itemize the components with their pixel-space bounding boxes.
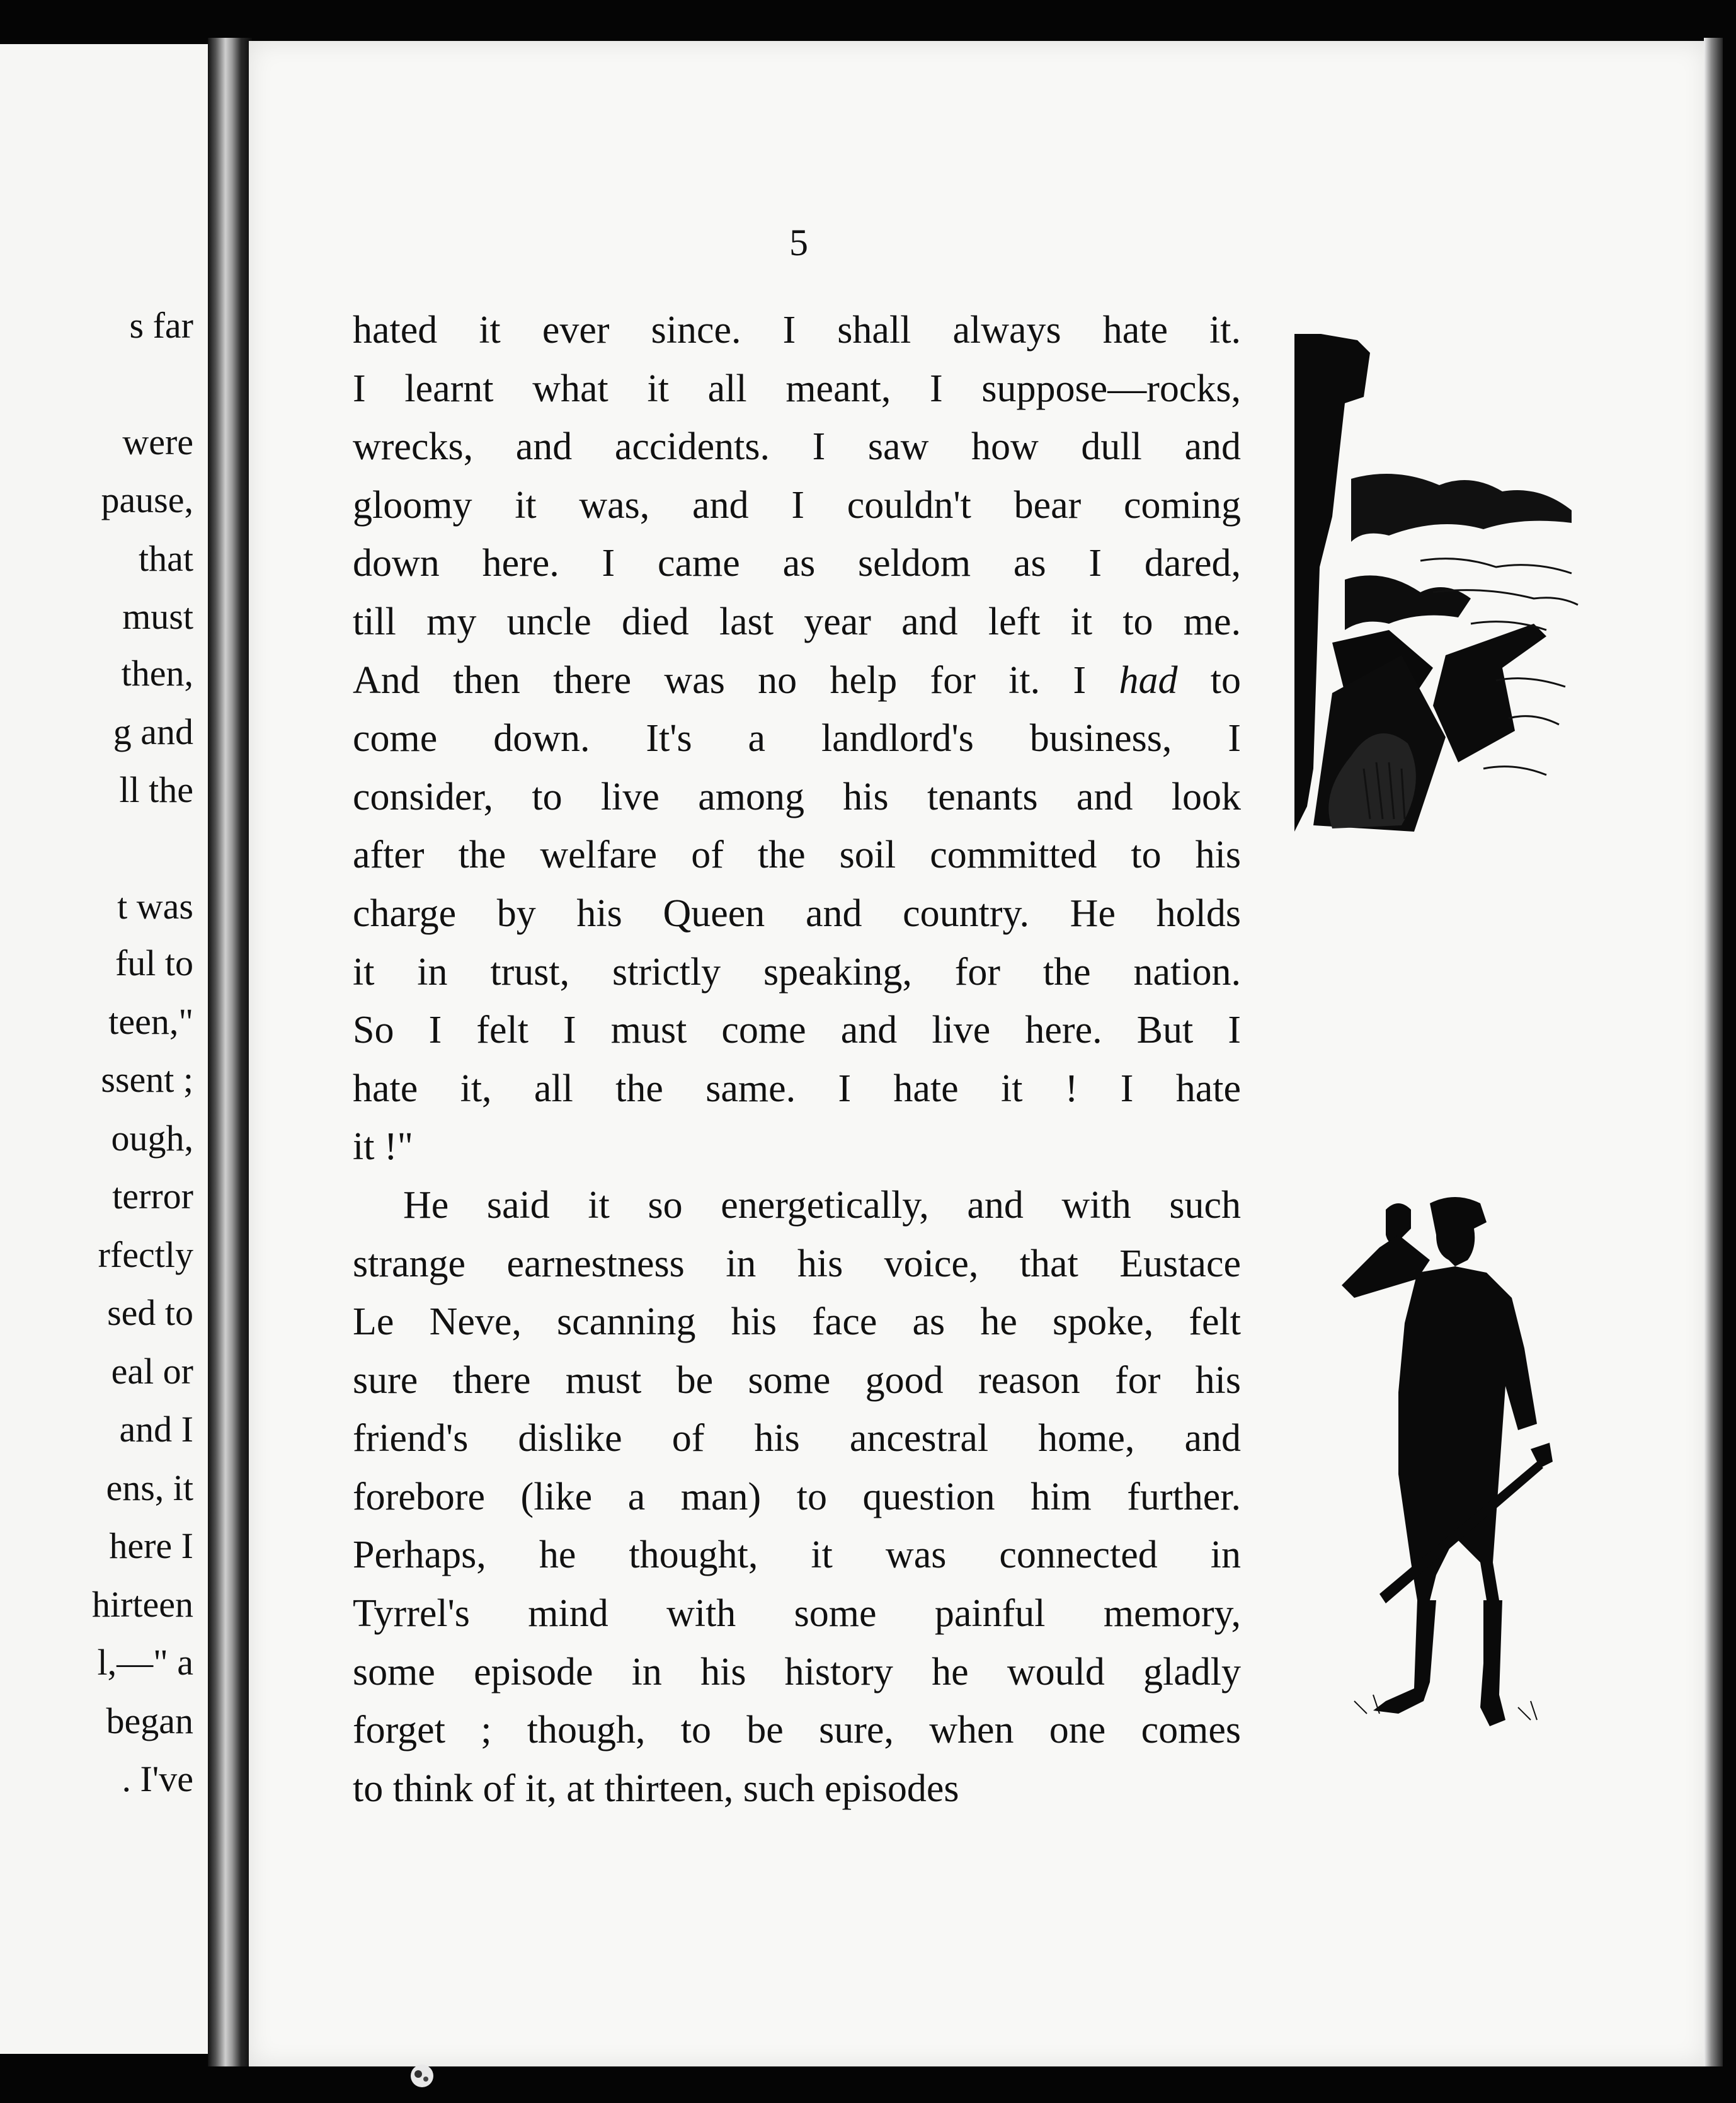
left-page-line: eal or bbox=[111, 1351, 193, 1392]
text-line: strange earnestness in his voice, that Eustace bbox=[353, 1242, 1241, 1285]
text-line: some episode in his history he would gladly bbox=[353, 1650, 1241, 1693]
left-page-line: here I bbox=[109, 1525, 193, 1566]
text-line: till my uncle died last year and left it to me. bbox=[353, 600, 1241, 643]
text-line: come down. It's a landlord's business, I bbox=[353, 717, 1241, 760]
text-line: charge by his Queen and country. He holds bbox=[353, 891, 1241, 935]
text-line: down here. I came as seldom as I dared, bbox=[353, 542, 1241, 585]
left-page-line: then, bbox=[121, 653, 193, 694]
text-line: He said it so energetically, and with such bbox=[403, 1183, 1241, 1227]
left-page bbox=[0, 44, 211, 2054]
text-line: I learnt what it all meant, I suppose—rocks, bbox=[353, 367, 1241, 410]
text-line: Le Neve, scanning his face as he spoke, felt bbox=[353, 1300, 1241, 1344]
text-line: sure there must be some good reason for his bbox=[353, 1358, 1241, 1402]
text-line: after the welfare of the soil committed to his bbox=[353, 834, 1241, 877]
left-page-line: terror bbox=[112, 1176, 193, 1217]
shipwreck-rocks-illustration bbox=[1294, 328, 1597, 832]
text-line: And then there was no help for it. I had to bbox=[353, 658, 1241, 702]
text-line: it !" bbox=[353, 1125, 413, 1169]
text-line: hated it ever since. I shall always hate it. bbox=[353, 309, 1241, 352]
text-line: friend's dislike of his ancestral home, and bbox=[353, 1417, 1241, 1460]
text-line: So I felt I must come and live here. But I bbox=[353, 1009, 1241, 1052]
left-page-line: ful to bbox=[115, 943, 193, 983]
left-page-line: ough, bbox=[111, 1118, 193, 1159]
left-page-line: g and bbox=[113, 711, 193, 752]
paper-speck bbox=[403, 2060, 441, 2092]
left-page-line: ens, it bbox=[106, 1467, 193, 1508]
book-gutter bbox=[208, 38, 252, 2066]
left-page-line: l,—" a bbox=[97, 1642, 193, 1683]
text-line: Perhaps, he thought, it was connected in bbox=[353, 1533, 1241, 1577]
left-page-line: began bbox=[106, 1700, 193, 1741]
left-page-line: hirteen bbox=[91, 1584, 193, 1625]
text-line: wrecks, and accidents. I saw how dull and bbox=[353, 425, 1241, 469]
left-page-line: ll the bbox=[119, 769, 193, 810]
text-line: to think of it, at thirteen, such episodes bbox=[353, 1767, 959, 1810]
left-page-line: sed to bbox=[107, 1292, 193, 1333]
page-edge bbox=[1704, 38, 1723, 2066]
left-page-line: pause, bbox=[101, 479, 193, 520]
left-page-line: and I bbox=[119, 1409, 193, 1450]
body-text bbox=[353, 301, 1241, 1818]
text-line: hate it, all the same. I hate it ! I hate bbox=[353, 1067, 1241, 1110]
text-line: consider, to live among his tenants and look bbox=[353, 775, 1241, 818]
left-page-line: teen," bbox=[108, 1001, 193, 1042]
left-page-line: ssent ; bbox=[101, 1059, 193, 1100]
text-line: Tyrrel's mind with some painful memory, bbox=[353, 1592, 1241, 1636]
text-line: gloomy it was, and I couldn't bear coming bbox=[353, 483, 1241, 527]
left-page-line: were bbox=[122, 421, 193, 462]
left-page-line: that bbox=[139, 538, 193, 579]
page-number: 5 bbox=[789, 222, 808, 263]
boy-silhouette-illustration bbox=[1329, 1184, 1568, 1751]
left-page-line: rfectly bbox=[98, 1234, 193, 1275]
text-line: it in trust, strictly speaking, for the nation. bbox=[353, 950, 1241, 994]
left-page-line: . I've bbox=[122, 1758, 193, 1799]
text-line: forebore (like a man) to question him further. bbox=[353, 1475, 1241, 1518]
left-page-line: must bbox=[122, 596, 193, 637]
left-page-line: s far bbox=[129, 305, 193, 346]
left-page-line: t was bbox=[117, 886, 193, 927]
text-line: forget ; though, to be sure, when one comes bbox=[353, 1709, 1241, 1752]
